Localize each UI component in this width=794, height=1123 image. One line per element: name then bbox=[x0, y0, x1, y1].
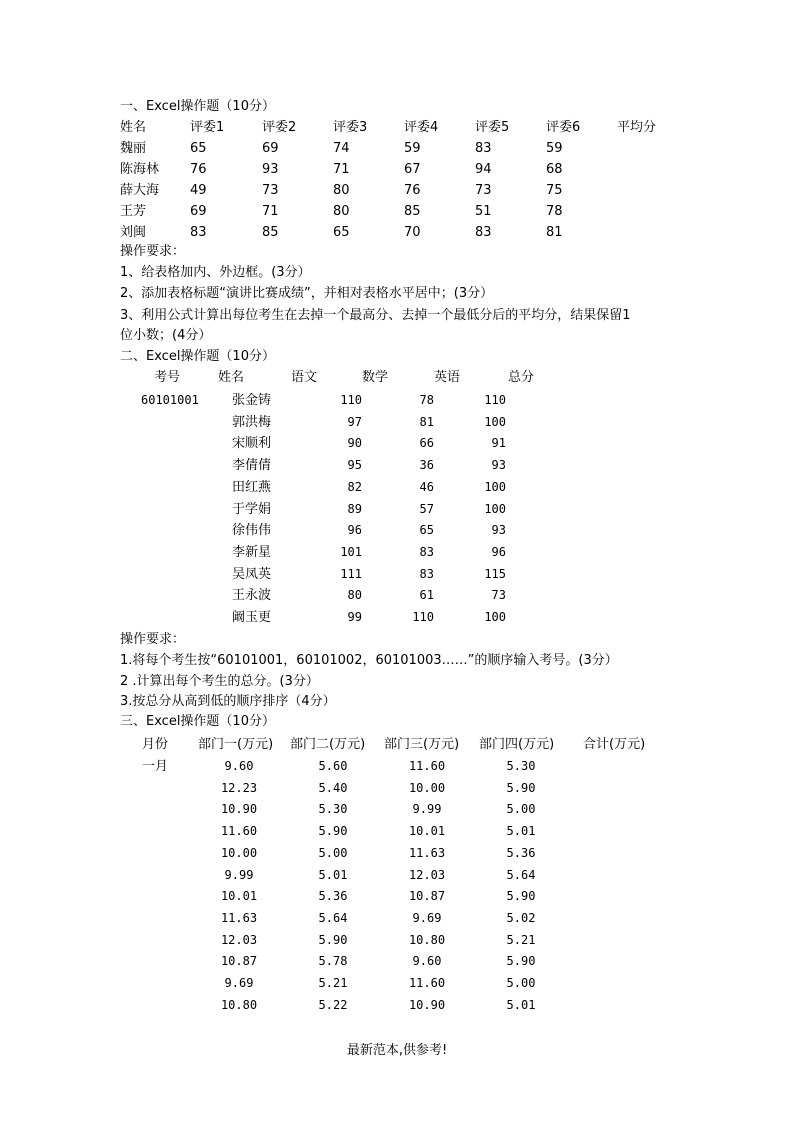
score-cell: 100 bbox=[484, 479, 506, 494]
student-name-cell: 郭洪梅 bbox=[232, 414, 272, 430]
value-cell: 11.60 bbox=[408, 759, 446, 773]
value-cell: 10.01 bbox=[220, 889, 258, 904]
score-cell: 65 bbox=[190, 141, 207, 156]
value-cell: 5.00 bbox=[506, 976, 536, 990]
score-cell: 93 bbox=[491, 458, 506, 473]
section2-requirements-title: 操作要求： bbox=[120, 632, 186, 647]
value-cell: 5.21 bbox=[318, 976, 348, 990]
score-cell: 99 bbox=[347, 610, 362, 624]
student-name-cell: 李倩倩 bbox=[232, 458, 272, 474]
score-cell: 71 bbox=[262, 204, 279, 219]
score-cell: 69 bbox=[190, 204, 207, 219]
score-cell: 74 bbox=[333, 141, 350, 156]
value-cell: 5.02 bbox=[506, 910, 536, 925]
value-cell: 10.87 bbox=[408, 889, 446, 904]
score-cell: 65 bbox=[333, 225, 350, 240]
value-cell: 10.01 bbox=[408, 824, 446, 839]
score-cell: 76 bbox=[404, 183, 421, 198]
value-cell: 5.01 bbox=[506, 997, 536, 1012]
table-header-cell: 评委5 bbox=[475, 120, 510, 135]
section1-requirement-3: 3、利用公式计算出每位考生在去掉一个最高分、去掉一个最低分后的平均分，结果保留1 bbox=[120, 308, 631, 323]
score-cell: 59 bbox=[546, 141, 563, 156]
value-cell: 11.60 bbox=[408, 976, 446, 990]
value-cell: 5.90 bbox=[506, 780, 536, 795]
score-cell: 83 bbox=[419, 566, 434, 581]
score-cell: 80 bbox=[347, 588, 362, 603]
table-header-cell: 姓名 bbox=[120, 120, 147, 135]
section1-requirements-title: 操作要求： bbox=[120, 244, 186, 259]
student-name-cell: 于学娟 bbox=[232, 501, 272, 517]
value-cell: 10.80 bbox=[220, 997, 258, 1012]
student-name-cell: 宋顺利 bbox=[232, 436, 272, 452]
score-cell: 110 bbox=[484, 393, 506, 407]
table-header-cell: 语文 bbox=[291, 370, 318, 385]
table-header-cell: 考号 bbox=[154, 370, 181, 385]
table-header-cell: 评委3 bbox=[333, 120, 368, 135]
score-cell: 110 bbox=[412, 610, 434, 624]
score-cell: 73 bbox=[262, 183, 279, 198]
student-name-cell: 阚玉更 bbox=[232, 610, 272, 625]
value-cell: 10.80 bbox=[408, 932, 446, 947]
score-cell: 65 bbox=[419, 523, 434, 538]
score-cell: 115 bbox=[484, 566, 506, 581]
score-cell: 81 bbox=[546, 225, 563, 240]
value-cell: 12.23 bbox=[220, 780, 258, 795]
table-header-cell: 英语 bbox=[434, 370, 461, 385]
value-cell: 9.99 bbox=[412, 802, 442, 817]
score-cell: 78 bbox=[419, 393, 434, 407]
section1-requirement-3-cont: 位小数；(4分） bbox=[120, 328, 212, 343]
score-cell: 83 bbox=[190, 225, 207, 240]
name-cell: 刘闽 bbox=[120, 225, 147, 240]
score-cell: 96 bbox=[491, 544, 506, 559]
score-cell: 57 bbox=[419, 501, 434, 516]
score-cell: 95 bbox=[347, 458, 362, 473]
table-header-cell: 合计(万元) bbox=[583, 737, 646, 752]
score-cell: 66 bbox=[419, 436, 434, 451]
value-cell: 5.36 bbox=[506, 845, 536, 860]
value-cell: 5.00 bbox=[318, 845, 348, 860]
value-cell: 11.63 bbox=[220, 910, 258, 925]
table-header-cell: 月份 bbox=[142, 737, 169, 752]
student-name-cell: 张金铸 bbox=[232, 393, 272, 408]
score-cell: 83 bbox=[475, 141, 492, 156]
score-cell: 76 bbox=[190, 162, 207, 177]
student-name-cell: 王永波 bbox=[232, 588, 272, 604]
score-cell: 80 bbox=[333, 183, 350, 198]
score-cell: 78 bbox=[546, 204, 563, 219]
value-cell: 5.30 bbox=[506, 759, 536, 773]
score-cell: 80 bbox=[333, 204, 350, 219]
table-header-cell: 部门二(万元) bbox=[290, 737, 366, 752]
value-cell: 12.03 bbox=[408, 867, 446, 882]
score-cell: 49 bbox=[190, 183, 207, 198]
score-cell: 83 bbox=[419, 544, 434, 559]
table-header-cell: 平均分 bbox=[617, 120, 657, 135]
value-cell: 10.00 bbox=[408, 780, 446, 795]
score-cell: 46 bbox=[419, 479, 434, 494]
score-cell: 36 bbox=[419, 458, 434, 473]
student-name-cell: 徐伟伟 bbox=[232, 523, 272, 539]
student-name-cell: 田红燕 bbox=[232, 479, 272, 495]
score-cell: 85 bbox=[262, 225, 279, 240]
value-cell: 10.00 bbox=[220, 845, 258, 860]
value-cell: 9.69 bbox=[224, 976, 254, 990]
score-cell: 73 bbox=[475, 183, 492, 198]
name-cell: 王芳 bbox=[120, 204, 147, 219]
score-cell: 111 bbox=[340, 566, 362, 581]
score-cell: 51 bbox=[475, 204, 492, 219]
value-cell: 5.90 bbox=[506, 954, 536, 969]
score-cell: 93 bbox=[491, 523, 506, 538]
value-cell: 5.64 bbox=[506, 867, 536, 882]
value-cell: 9.69 bbox=[412, 910, 442, 925]
value-cell: 5.30 bbox=[318, 802, 348, 817]
table-header-cell: 总分 bbox=[508, 370, 535, 385]
score-cell: 96 bbox=[347, 523, 362, 538]
score-cell: 100 bbox=[484, 610, 506, 624]
section1-title: 一、Excel操作题（10分） bbox=[120, 99, 275, 114]
table-header-cell: 部门三(万元) bbox=[384, 737, 460, 752]
score-cell: 93 bbox=[262, 162, 279, 177]
value-cell: 5.60 bbox=[318, 759, 348, 773]
table-header-cell: 评委1 bbox=[190, 120, 225, 135]
value-cell: 5.21 bbox=[506, 932, 536, 947]
name-cell: 陈海林 bbox=[120, 162, 160, 177]
exam-id-cell: 60101001 bbox=[141, 393, 199, 407]
score-cell: 101 bbox=[340, 544, 362, 559]
value-cell: 12.03 bbox=[220, 932, 258, 947]
score-cell: 82 bbox=[347, 479, 362, 494]
footer-note: 最新范本,供参考! bbox=[346, 1043, 448, 1058]
score-cell: 89 bbox=[347, 501, 362, 516]
score-cell: 59 bbox=[404, 141, 421, 156]
name-cell: 魏丽 bbox=[120, 141, 147, 156]
section2-title: 二、Excel操作题（10分） bbox=[120, 349, 275, 364]
score-cell: 75 bbox=[546, 183, 563, 198]
section2-requirement-1: 1.将每个考生按“60101001，60101002，60101003……”的顺序输入考号。(3分） bbox=[120, 653, 618, 668]
value-cell: 9.60 bbox=[412, 954, 442, 969]
score-cell: 68 bbox=[546, 162, 563, 177]
table-header-cell: 评委2 bbox=[262, 120, 297, 135]
section1-requirement-1: 1、给表格加内、外边框。(3分） bbox=[120, 265, 311, 280]
name-cell: 薛大海 bbox=[120, 183, 160, 198]
score-cell: 94 bbox=[475, 162, 492, 177]
student-name-cell: 李新星 bbox=[232, 544, 272, 560]
score-cell: 85 bbox=[404, 204, 421, 219]
section2-requirement-3: 3.按总分从高到低的顺序排序（4分） bbox=[120, 694, 336, 709]
table-header-cell: 数学 bbox=[362, 370, 389, 385]
value-cell: 5.40 bbox=[318, 780, 348, 795]
value-cell: 5.78 bbox=[318, 954, 348, 969]
value-cell: 11.60 bbox=[220, 824, 258, 839]
score-cell: 70 bbox=[404, 225, 421, 240]
value-cell: 5.90 bbox=[506, 889, 536, 904]
value-cell: 10.90 bbox=[220, 802, 258, 817]
section1-requirement-2: 2、添加表格标题“演讲比赛成绩”，并相对表格水平居中；(3分） bbox=[120, 286, 494, 301]
score-cell: 90 bbox=[347, 436, 362, 451]
score-cell: 100 bbox=[484, 501, 506, 516]
table-header-cell: 评委4 bbox=[404, 120, 439, 135]
value-cell: 10.87 bbox=[220, 954, 258, 969]
value-cell: 9.99 bbox=[224, 867, 254, 882]
value-cell: 5.01 bbox=[506, 824, 536, 839]
score-cell: 69 bbox=[262, 141, 279, 156]
score-cell: 100 bbox=[484, 414, 506, 429]
student-name-cell: 吴凤英 bbox=[232, 566, 272, 582]
value-cell: 5.90 bbox=[318, 824, 348, 839]
score-cell: 61 bbox=[419, 588, 434, 603]
value-cell: 5.36 bbox=[318, 889, 348, 904]
value-cell: 5.90 bbox=[318, 932, 348, 947]
value-cell: 9.60 bbox=[224, 759, 254, 773]
score-cell: 83 bbox=[475, 225, 492, 240]
table-header-cell: 部门四(万元) bbox=[479, 737, 555, 752]
score-cell: 73 bbox=[491, 588, 506, 603]
table-header-cell: 评委6 bbox=[546, 120, 581, 135]
score-cell: 67 bbox=[404, 162, 421, 177]
score-cell: 71 bbox=[333, 162, 350, 177]
section2-requirement-2: 2 .计算出每个考生的总分。(3分） bbox=[120, 674, 319, 689]
score-cell: 81 bbox=[419, 414, 434, 429]
table-header-cell: 姓名 bbox=[218, 370, 245, 385]
section3-title: 三、Excel操作题（10分） bbox=[120, 714, 275, 729]
value-cell: 5.22 bbox=[318, 997, 348, 1012]
value-cell: 10.90 bbox=[408, 997, 446, 1012]
month-cell: 一月 bbox=[142, 759, 169, 774]
value-cell: 5.00 bbox=[506, 802, 536, 817]
score-cell: 110 bbox=[340, 393, 362, 407]
value-cell: 5.01 bbox=[318, 867, 348, 882]
table-header-cell: 部门一(万元) bbox=[198, 737, 274, 752]
score-cell: 97 bbox=[347, 414, 362, 429]
value-cell: 5.64 bbox=[318, 910, 348, 925]
score-cell: 91 bbox=[491, 436, 506, 451]
value-cell: 11.63 bbox=[408, 845, 446, 860]
